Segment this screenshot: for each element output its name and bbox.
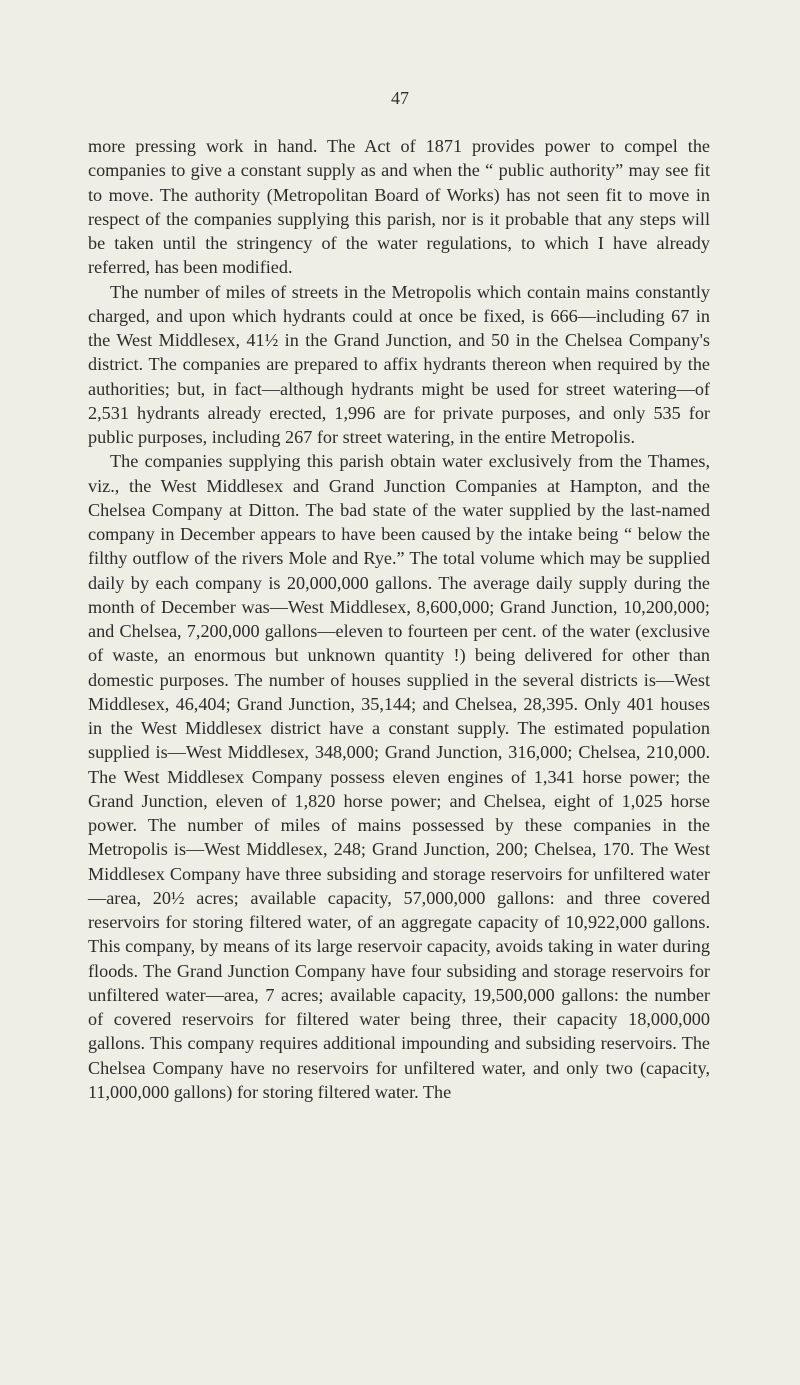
- paragraph-water-companies: The companies supplying this parish obtain water exclusively from the Thames, viz., the West Middlesex and Grand Junction Companies at Hampton, and the Chelsea Company at Ditton. The bad state of the water supplied by the last-named company in December appears to have been caused by the intake being “ below the filthy outflow of the rivers Mole and Rye.” The total volume which may be supplied daily by each company is 20,000,000 gallons. The average daily supply during the month of December was—West Middlesex, 8,600,000; Grand Junction, 10,200,000; and Chelsea, 7,200,000 gallons—eleven to fourteen per cent. of the water (exclusive of waste, an enormous but unknown quantity !) being delivered for other than domestic purposes. The number of houses supplied in the several districts is—West Middlesex, 46,404; Grand Junction, 35,144; and Chelsea, 28,395. Only 401 houses in the West Middlesex district have a constant supply. The estimated population supplied is—West Middlesex, 348,000; Grand Junction, 316,000; Chelsea, 210,000. The West Middlesex Company possess eleven engines of 1,341 horse power; the Grand Junction, eleven of 1,820 horse power; and Chelsea, eight of 1,025 horse power. The number of miles of mains possessed by these companies in the Metropolis is—West Middlesex, 248; Grand Junction, 200; Chelsea, 170. The West Middlesex Company have three subsiding and storage reservoirs for unfiltered water—area, 20½ acres; available capacity, 57,000,000 gallons: and three covered reservoirs for storing filtered water, of an aggregate capacity of 10,922,000 gallons. This company, by means of its large reservoir capacity, avoids taking in water during floods. The Grand Junction Company have four subsiding and storage reservoirs for unfiltered water—area, 7 acres; available capacity, 19,500,000 gallons: the number of covered reservoirs for filtered water being three, their capacity 18,000,000 gallons. This company requires additional impounding and subsiding reservoirs. The Chelsea Company have no reservoirs for unfiltered water, and only two (capacity, 11,000,000 gallons) for storing filtered water. The: [88, 451, 710, 1102]
- page-number: 47: [391, 88, 409, 108]
- paragraph-hydrants: The number of miles of streets in the Metropolis which contain mains constantly charged, and upon which hydrants could at once be fixed, is 666—including 67 in the West Middlesex, 41½ in the Grand Junction, and 50 in the Chelsea Company's district. The companies are prepared to affix hydrants thereon when required by the authorities; but, in fact—although hydrants might be used for street watering—of 2,531 hydrants already erected, 1,996 are for private purposes, and only 535 for public purposes, including 267 for street watering, in the entire Metropolis.: [88, 281, 710, 447]
- body-text: [88, 134, 710, 1104]
- paragraph-continued: more pressing work in hand. The Act of 1871 provides power to compel the companies to give a constant supply as and when the “ public authority” may see fit to move. The authority (Metropolitan Board of Works) has not seen fit to move in respect of the companies supplying this parish, nor is it probable that any steps will be taken until the stringency of the water regulations, to which I have already referred, has been modified.: [88, 136, 710, 278]
